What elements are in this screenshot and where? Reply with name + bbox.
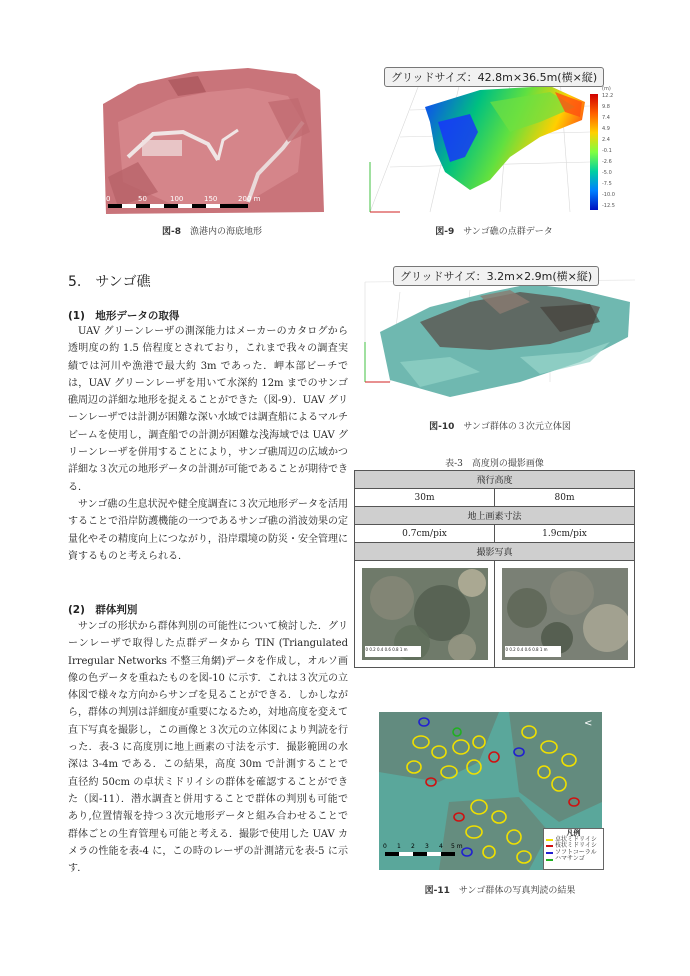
fig11-legend [543,828,604,870]
table3-altitude-header: 飛行高度 [355,471,635,489]
fig11-number: 図-11 [424,886,450,896]
fig9-caption-text: サンゴ礁の点群データ [463,227,553,237]
fig8-scale-50: 50 [138,195,147,203]
fig11-scale-2: 2 [411,843,415,850]
legend-label: ソフトコーラル [555,848,597,856]
legend-label: 卓状ミドリイシ [555,835,597,843]
legend-label: ハマサンゴ [555,855,585,863]
fig10-number: 図-10 [429,422,455,432]
fig10-caption [360,419,640,432]
subsection-1-title: (1) 地形データの取得 [68,310,180,322]
fig11-scale-1: 1 [397,843,401,850]
table3-resolution-header: 地上画素寸法 [355,507,635,525]
fig9-colorbar-tick: 2.4 [602,137,610,143]
paragraph: UAV グリーンレーザの測深能力はメーカーのカタログから透明度の約 1.5 倍程度とされており，これまで我々の調査実績では河川や漁港で最大約 3m であった．岬本部ビーチでは，UAV グリーンレーザを用いて水深約 12m までのサンゴ礁周辺の詳細な地形を捉えることができた（図-9）．UAV グリーンレーザでは計測が困難な深い水域では調査船によるマルチビームを使用し，調査船での計測が困難な浅海域では UAV グリーンレーザを併用することにより，サンゴ礁周辺の広域かつ詳細な３次元の地形データの計測が可能であることが期待できる． [68,326,348,493]
fig9-colorbar-tick: -5.0 [602,170,612,176]
fig8-scale-200: 200 m [238,195,261,203]
fig8-scale-0: 0 [106,195,111,203]
subsection-2-body [68,618,348,877]
fig11-caption [360,883,640,896]
subsection-1-body [68,323,348,565]
table3-cell: 0.7cm/pix [355,525,495,543]
fig8-scale-100: 100 [170,195,184,203]
fig11-scale-0: 0 [383,843,387,850]
fig9-colorbar-tick: -0.1 [602,148,612,154]
table3-photo-cell [495,561,635,668]
fig8-caption [98,224,326,237]
fig9-colorbar-tick: 9.8 [602,104,610,110]
photo-30m [362,568,488,660]
fig10-caption-text: サンゴ群体の３次元立体図 [463,422,571,432]
fig9-colorbar-tick: -12.5 [602,203,615,209]
fig11-scale-5: 5 m [451,843,463,850]
legend-swatch-yellow [546,839,553,841]
fig8-seafloor-map [98,62,326,220]
fig8-caption-text: 漁港内の海底地形 [190,227,263,237]
svg-text:<: < [584,718,593,729]
fig9-number: 図-9 [435,227,455,237]
table3-photo-cell [355,561,495,668]
fig9-colorbar-tick: -7.5 [602,181,612,187]
section-title: 5. サンゴ礁 [68,274,151,290]
fig11-caption-text: サンゴ群体の写真判読の結果 [458,886,576,896]
legend-swatch-green [546,859,553,861]
fig9-colorbar-tick: 4.9 [602,126,610,132]
legend-item [546,856,601,863]
paragraph: サンゴの形状から群体判別の可能性について検討した．グリーンレーザで取得した点群データから TIN (Triangulated Irregular Networks 不整三角網)データを作成し，オルソ画像の色データを重ねたものを図-10 に示す．これは３次元の立体図で様々な方向からサンゴを見ることができる．しかしながら，群体の判別は詳細度が重要になるため，対地高度を変えて直下写真を撮影し，この画像と３次元の立体図により判読を行った．表-3 に高度別に地上画素の寸法を示す．撮影範囲の水深は 3-4m である．この結果，高度 30m で計測することで直径約 50cm の卓状ミドリイシの群体を確認することができた（図-11）．潜水調査と併用することで群体の判別も可能であり,位置情報を持つ３次元地形データと組み合わせることで群体ごとの生育管理も可能と考える．撮影で使用した UAV カメラの性能を表-4 に，この時のレーザの計測諸元を表-5 に示す． [68,621,348,875]
legend-label: 枝状ミドリイシ [555,842,597,850]
table3-cell: 30m [355,489,495,507]
fig8-scale-150: 150 [204,195,218,203]
legend-swatch-blue [546,852,553,854]
fig9-colorbar-unit: (m) [602,86,611,92]
fig9-caption [360,224,628,237]
table3 [354,470,635,668]
fig9-colorbar-tick: -2.6 [602,159,612,165]
fig9-colorbar [590,94,598,210]
fig11-scale-3: 3 [425,843,429,850]
fig8-number: 図-8 [161,227,181,237]
fig9-colorbar-tick: -10.0 [602,192,615,198]
subsection-2-title: (2) 群体判別 [68,604,138,616]
paragraph: サンゴ礁の生息状況や健全度調査に３次元地形データを活用することで沿岸防護機能の一つであるサンゴ礁の消波効果の定量化やその精度向上につながり，沿岸環境の防災・安全管理に資するものと考えられる． [68,498,348,562]
table3-title: 表-3 高度別の撮影画像 [445,459,544,469]
photo-80m-scale: 0 0.2 0.4 0.6 0.8 1 m [505,647,548,652]
legend-swatch-red [546,845,553,847]
table3-cell: 80m [495,489,635,507]
fig9-grid-size-label: グリッドサイズ：42.8m×36.5m(横×縦) [384,67,604,87]
photo-80m [502,568,628,660]
legend-title: 凡例 [566,829,581,837]
photo-30m-scale: 0 0.2 0.4 0.6 0.8 1 m [365,647,408,652]
fig11-scale-4: 4 [439,843,443,850]
fig9-colorbar-tick: 12.2 [602,93,614,99]
fig9-colorbar-tick: 7.4 [602,115,610,121]
table3-photo-header: 撮影写真 [355,543,635,561]
svg-text:<: < [303,71,314,85]
table3-cell: 1.9cm/pix [495,525,635,543]
fig10-grid-size-label: グリッドサイズ：3.2m×2.9m(横×縦) [393,266,599,286]
